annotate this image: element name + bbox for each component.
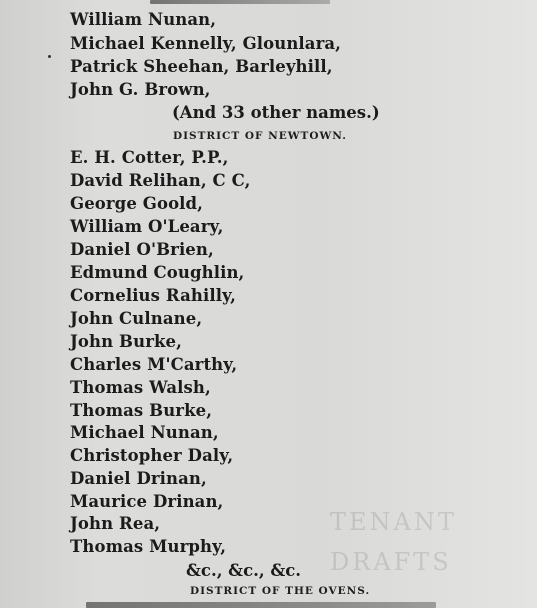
cropped-line-top [150, 0, 330, 4]
list-entry: Cornelius Rahilly, [70, 286, 237, 305]
bleed-through-text: TENANT [330, 508, 457, 536]
district-heading-ovens: DISTRICT OF THE OVENS. [190, 585, 371, 597]
list-entry: Daniel O'Brien, [70, 240, 214, 259]
list-entry: Patrick Sheehan, Barleyhill, [70, 57, 333, 76]
list-entry: Thomas Burke, [70, 401, 213, 420]
list-entry: John Culnane, [70, 309, 203, 328]
cropped-line-bottom [86, 602, 436, 608]
list-entry: Thomas Walsh, [70, 378, 211, 397]
list-entry: Michael Kennelly, Glounlara, [70, 34, 342, 53]
other-names-note: (And 33 other names.) [172, 103, 380, 122]
list-entry: Michael Nunan, [70, 423, 219, 442]
list-entry: William Nunan, [70, 10, 217, 29]
list-entry: George Goold, [70, 194, 204, 213]
list-entry: Charles M'Carthy, [70, 355, 238, 374]
list-entry: Maurice Drinan, [70, 492, 224, 511]
list-entry: John G. Brown, [70, 80, 211, 99]
bleed-through-text: DRAFTS [330, 548, 452, 576]
list-entry: William O'Leary, [70, 217, 224, 236]
district-heading-newtown: DISTRICT OF NEWTOWN. [173, 130, 347, 142]
list-entry: E. H. Cotter, P.P., [70, 148, 229, 167]
list-entry: John Rea, [70, 514, 161, 533]
list-entry: Daniel Drinan, [70, 469, 207, 488]
list-entry: Edmund Coughlin, [70, 263, 245, 282]
etc-line: &c., &c., &c. [186, 561, 302, 580]
list-entry: Christopher Daly, [70, 446, 234, 465]
list-entry: John Burke, [70, 332, 182, 351]
list-entry: Thomas Murphy, [70, 537, 227, 556]
ink-speck [48, 55, 51, 58]
list-entry: David Relihan, C C, [70, 171, 251, 190]
